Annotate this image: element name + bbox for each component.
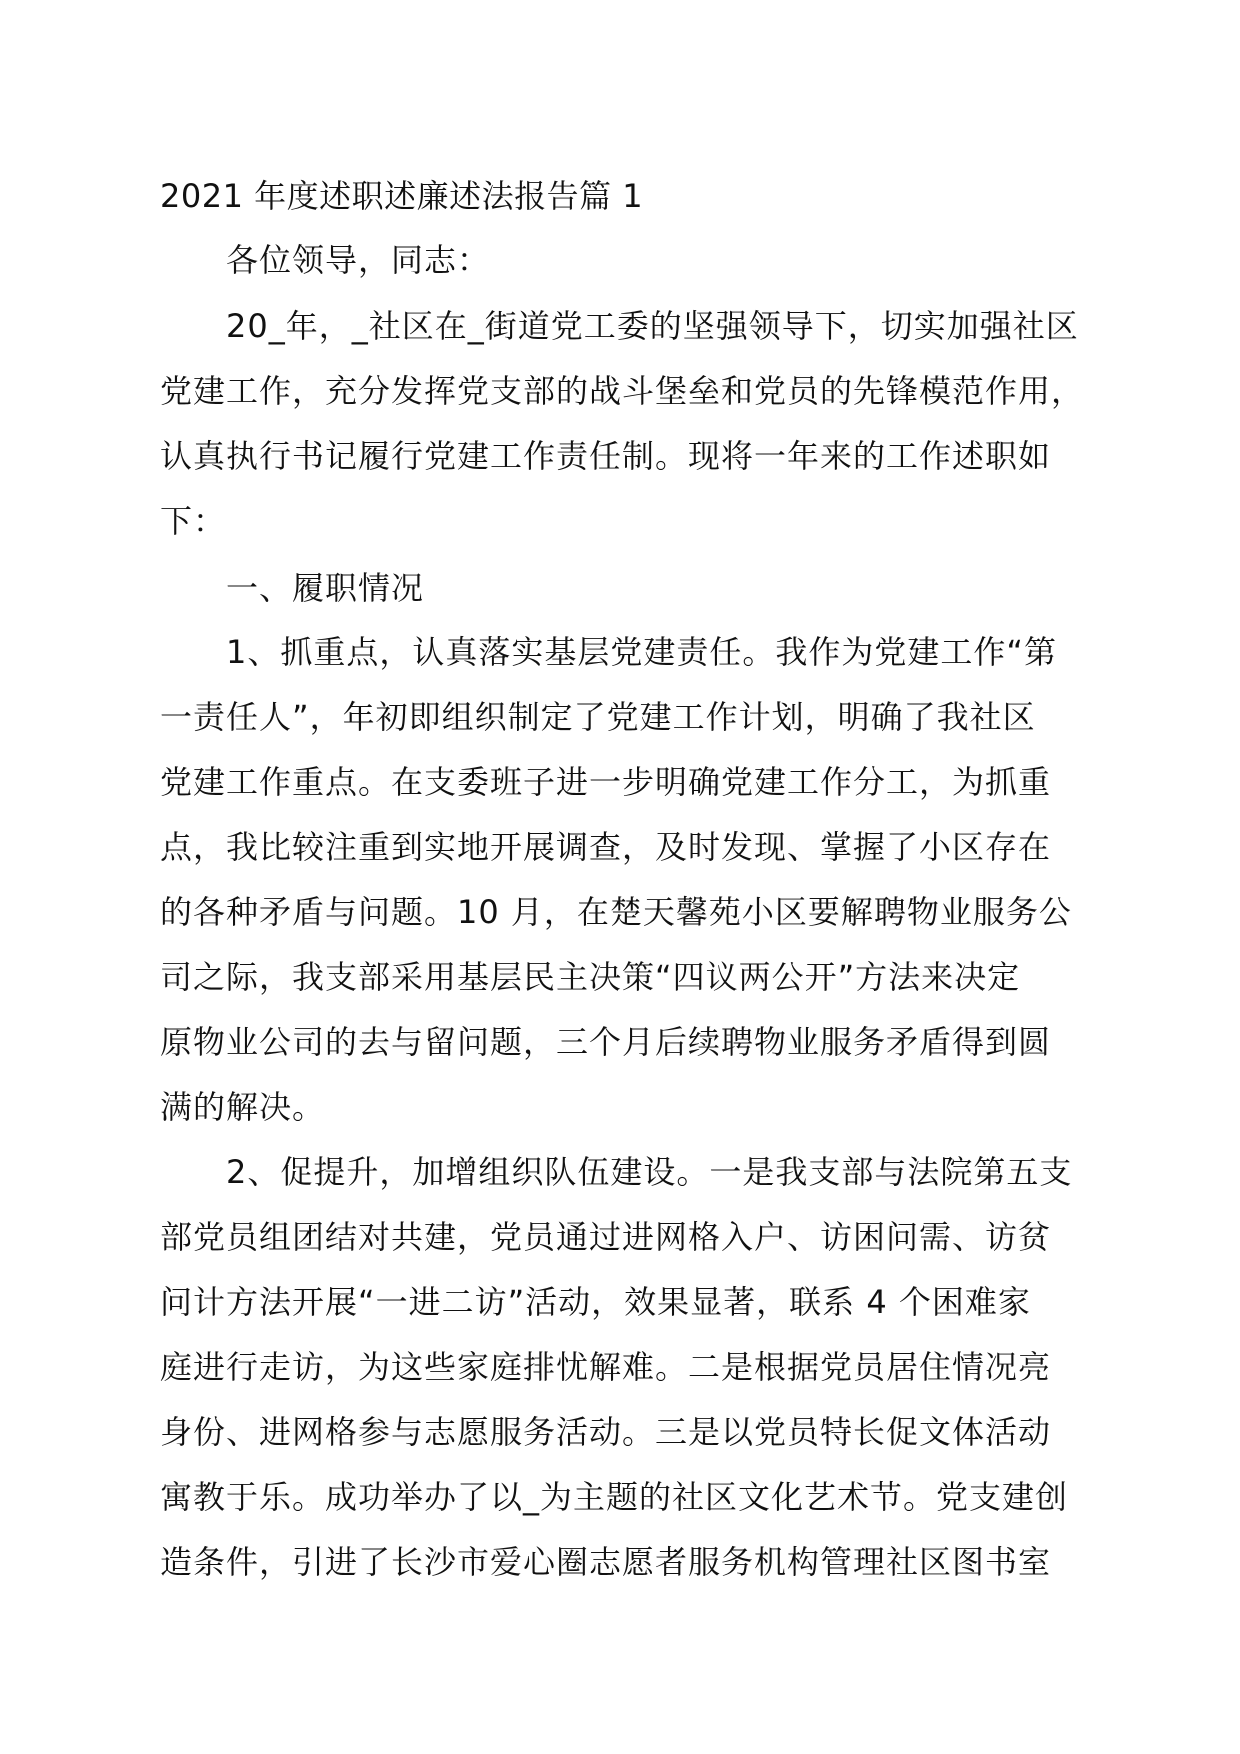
paragraph-line: 点，我比较注重到实地开展调查，及时发现、掌握了小区存在 xyxy=(160,828,1052,866)
document-title: 2021 年度述职述廉述法报告篇 1 xyxy=(160,177,644,215)
paragraph-line: 原物业公司的去与留问题，三个月后续聘物业服务矛盾得到圆 xyxy=(160,1023,1052,1061)
paragraph-line: 党建工作，充分发挥党支部的战斗堡垒和党员的先锋模范作用， xyxy=(160,372,1085,410)
greeting-line: 各位领导，同志： xyxy=(226,241,491,279)
paragraph-line: 满的解决。 xyxy=(160,1088,326,1126)
paragraph-line: 20_年，_社区在_街道党工委的坚强领导下，切实加强社区 xyxy=(226,307,1079,345)
paragraph-line: 认真执行书记履行党建工作责任制。现将一年来的工作述职如 xyxy=(160,437,1052,475)
paragraph-line: 部党员组团结对共建，党员通过进网格入户、访困问需、访贫 xyxy=(160,1218,1052,1256)
paragraph-line: 庭进行走访，为这些家庭排忧解难。二是根据党员居住情况亮 xyxy=(160,1348,1052,1386)
paragraph-line: 造条件，引进了长沙市爱心圈志愿者服务机构管理社区图书室 xyxy=(160,1543,1052,1581)
paragraph-line: 1、抓重点，认真落实基层党建责任。我作为党建工作“第 xyxy=(226,633,1057,671)
paragraph-line: 的各种矛盾与问题。10 月，在楚天馨苑小区要解聘物业服务公 xyxy=(160,893,1072,931)
paragraph-line: 下： xyxy=(160,502,227,540)
paragraph-line: 2、促提升，加增组织队伍建设。一是我支部与法院第五支 xyxy=(226,1153,1073,1191)
paragraph-line: 党建工作重点。在支委班子进一步明确党建工作分工，为抓重 xyxy=(160,763,1052,801)
paragraph-line: 司之际，我支部采用基层民主决策“四议两公开”方法来决定 xyxy=(160,958,1021,996)
section-heading: 一、履职情况 xyxy=(226,569,425,607)
paragraph-line: 身份、进网格参与志愿服务活动。三是以党员特长促文体活动 xyxy=(160,1413,1052,1451)
paragraph-line: 寓教于乐。成功举办了以_为主题的社区文化艺术节。党支建创 xyxy=(160,1478,1069,1516)
paragraph-line: 一责任人”，年初即组织制定了党建工作计划，明确了我社区 xyxy=(160,698,1036,736)
paragraph-line: 问计方法开展“一进二访”活动，效果显著，联系 4 个困难家 xyxy=(160,1283,1031,1321)
